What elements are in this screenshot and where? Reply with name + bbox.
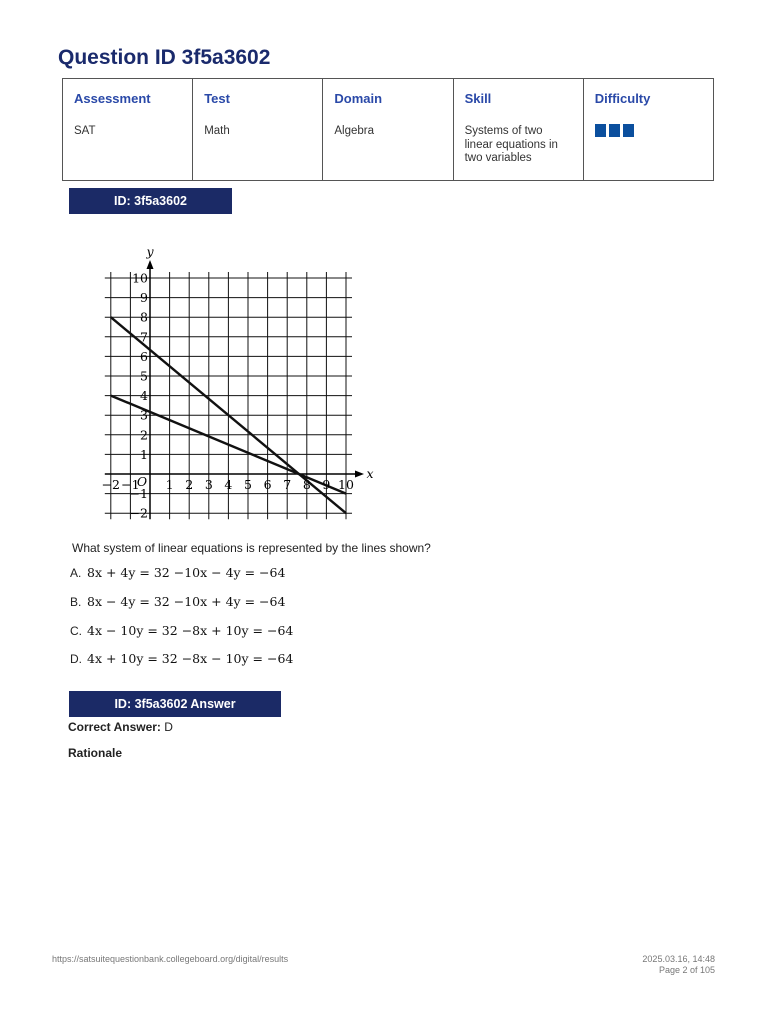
y-tick-label: 7 — [140, 329, 148, 345]
answer-choice-c[interactable] — [70, 623, 293, 638]
meta-header-skill: Skill — [464, 91, 492, 106]
x-tick-label: 1 — [165, 477, 174, 492]
meta-value-test: Math — [204, 125, 230, 137]
y-tick-label: −2 — [129, 505, 148, 521]
y-tick-label: 4 — [140, 388, 148, 404]
x-tick-label: 5 — [244, 477, 252, 492]
footer-url: https://satsuitequestionbank.collegeboard.org/digital/results — [52, 954, 289, 964]
x-tick-label: −1 — [121, 477, 140, 492]
y-tick-label: 2 — [140, 427, 148, 443]
choice-equations: 8x + 4y = 32 −10x − 4y = −64 — [87, 565, 286, 580]
difficulty-square — [595, 124, 606, 137]
choice-letter: D. — [70, 652, 82, 666]
x-tick-label: 9 — [322, 477, 331, 492]
y-tick-label: 9 — [140, 290, 148, 306]
x-tick-label: 6 — [263, 477, 272, 492]
footer-timestamp: 2025.03.16, 14:48 — [642, 954, 715, 964]
x-axis-arrow — [355, 471, 364, 478]
meta-cell-test — [193, 79, 323, 181]
y-tick-label: 6 — [140, 348, 148, 364]
question-id-banner: ID: 3f5a3602 — [69, 188, 232, 214]
choice-equations: 4x + 10y = 32 −8x − 10y = −64 — [87, 651, 294, 666]
rationale-heading: Rationale — [68, 746, 123, 760]
meta-header-difficulty: Difficulty — [594, 91, 651, 106]
choice-equations: 4x − 10y = 32 −8x + 10y = −64 — [87, 623, 294, 638]
answer-choice-d[interactable] — [70, 651, 293, 666]
origin-label: O — [136, 474, 148, 489]
meta-cell-skill — [453, 79, 583, 181]
x-tick-label: 7 — [283, 477, 292, 492]
choice-letter: B. — [70, 595, 82, 609]
answer-choice-a[interactable] — [70, 565, 285, 580]
x-tick-label: 10 — [338, 477, 354, 492]
difficulty-indicator — [595, 124, 703, 137]
meta-value-domain: Algebra — [334, 125, 375, 137]
meta-cell-assessment — [63, 79, 193, 181]
meta-cell-difficulty — [583, 79, 713, 181]
y-axis-arrow — [147, 260, 154, 269]
meta-value-skill: Systems of two linear equations in two variables — [464, 125, 558, 164]
x-tick-label: 8 — [302, 477, 311, 492]
y-tick-label: 3 — [140, 407, 148, 423]
x-tick-label: 2 — [185, 477, 194, 492]
x-tick-label: 3 — [204, 477, 213, 492]
difficulty-square — [623, 124, 634, 137]
choice-letter: A. — [70, 566, 82, 580]
correct-answer-label: Correct Answer: — [68, 720, 161, 734]
meta-cell-domain — [323, 79, 453, 181]
answer-choice-b[interactable] — [70, 594, 285, 609]
y-tick-label: 8 — [140, 309, 148, 325]
meta-value-assessment: SAT — [74, 125, 96, 137]
question-metadata-table — [62, 78, 714, 181]
meta-header-assessment: Assessment — [74, 91, 151, 106]
choice-equations: 8x − 4y = 32 −10x + 4y = −64 — [87, 594, 286, 609]
difficulty-square — [609, 124, 620, 137]
x-axis-label: x — [366, 466, 374, 481]
y-tick-label: 10 — [132, 270, 148, 286]
y-tick-label: 5 — [140, 368, 148, 384]
y-axis-label: y — [146, 244, 154, 259]
answer-id-banner: ID: 3f5a3602 Answer — [69, 691, 281, 717]
coordinate-graph — [96, 244, 376, 521]
page-title: Question ID 3f5a3602 — [58, 46, 271, 69]
x-tick-label: −2 — [101, 477, 121, 492]
choice-letter: C. — [70, 624, 82, 638]
question-text: What system of linear equations is represented by the lines shown? — [72, 541, 431, 555]
meta-header-test: Test — [204, 91, 230, 106]
correct-answer-value: D — [164, 720, 173, 734]
x-tick-label: 4 — [224, 477, 233, 492]
footer-page-number: Page 2 of 105 — [658, 965, 715, 975]
y-tick-label: 1 — [140, 446, 148, 462]
meta-header-domain: Domain — [334, 91, 383, 106]
y-tick-label: −1 — [129, 486, 148, 502]
correct-answer — [68, 720, 173, 734]
